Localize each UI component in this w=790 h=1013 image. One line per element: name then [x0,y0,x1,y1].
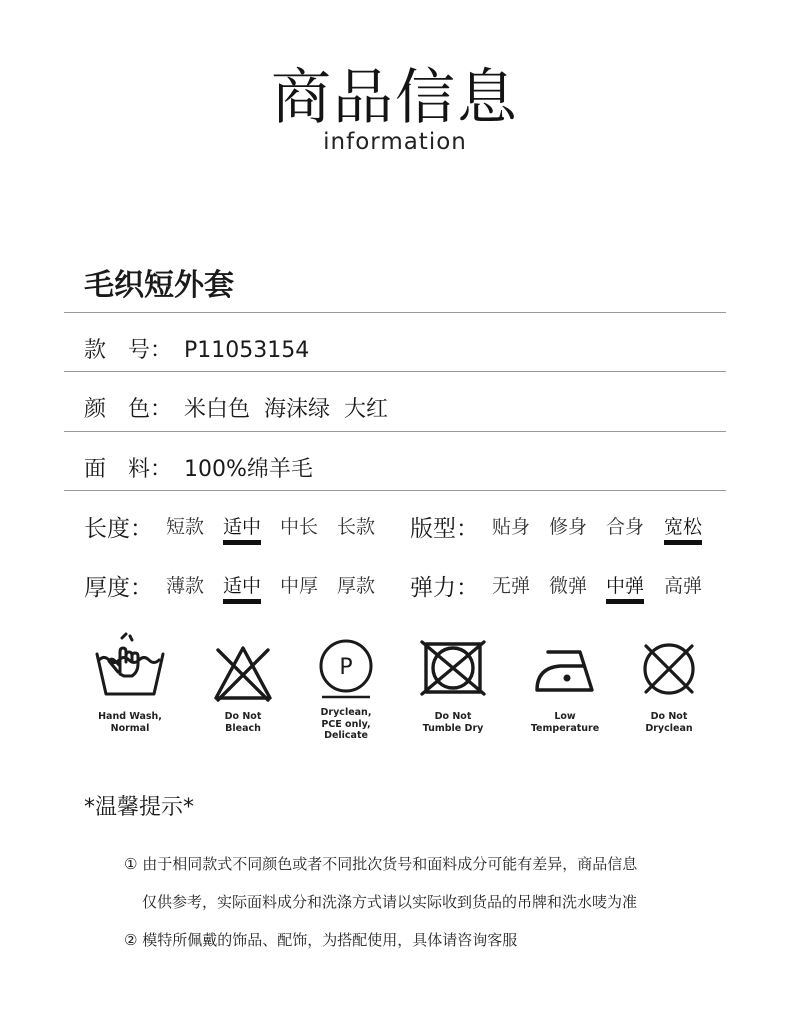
spec-label-part: 颜 [84,397,107,422]
spec-label-part: 款 [84,338,107,363]
spec-row-color [84,396,388,424]
dryclean-p-icon [316,638,376,700]
divider [64,490,726,491]
do-not-bleach-icon [212,644,274,702]
tip-line-2: 仅供参考，实际面料成分和洗涤方式请以实际收到货品的吊牌和洗水唛为准 [142,893,638,911]
page-subtitle: information [323,129,467,155]
care-label: Hand Wash, Normal [98,711,162,734]
spec-label-part: 料： [128,457,173,482]
iron-low-icon [534,646,596,694]
spec-value-style-number: P11053154 [184,338,310,363]
option-length: 中长 [280,516,319,538]
option-length: 长款 [337,516,376,538]
spec-row-style-number [84,337,309,365]
spec-row-fabric [84,456,313,484]
do-not-dryclean-icon [640,640,698,698]
tip-line-3: ② 模特所佩戴的饰品、配饰，为搭配使用，具体请咨询客服 [124,931,518,949]
option-thickness: 厚款 [337,575,376,597]
page-title: 商品信息 [271,63,519,133]
attr-label-elasticity: 弹力： [410,575,479,601]
option-fit: 修身 [549,516,588,538]
care-label: Low Temperature [530,711,600,734]
option-elasticity: 无弹 [492,575,531,597]
spec-label-part: 面 [84,457,107,482]
option-elasticity: 微弹 [549,575,588,597]
attr-label-fit: 版型： [410,516,479,542]
option-length: 短款 [166,516,205,538]
care-label: Do Not Bleach [224,711,262,734]
option-elasticity: 中弹 [606,575,645,597]
option-thickness: 薄款 [166,575,205,597]
hand-wash-icon [94,632,166,698]
tip-line-1: ① 由于相同款式不同颜色或者不同批次货号和面料成分可能有差异，商品信息 [124,855,638,873]
option-elasticity: 高弹 [664,575,703,597]
option-fit: 贴身 [492,516,531,538]
care-label: Do Not Dryclean [645,711,693,734]
spec-value-fabric: 100%绵羊毛 [184,457,313,482]
option-fit: 宽松 [664,516,703,538]
option-fit: 合身 [606,516,645,538]
tips-title: *温馨提示* [84,795,195,820]
divider [64,431,726,432]
option-thickness: 适中 [223,575,262,597]
divider [64,371,726,372]
spec-label-part: 色： [128,397,173,422]
divider [64,312,726,313]
spec-value-color: 米白色 海沫绿 大红 [184,397,388,422]
attr-label-length: 长度： [84,516,153,542]
option-thickness: 中厚 [280,575,319,597]
care-label: Dryclean, PCE only, Delicate [320,707,372,741]
spec-label-part: 号： [128,338,173,363]
svg-text:P: P [339,655,353,680]
product-name: 毛织短外套 [84,268,234,303]
do-not-tumble-dry-icon [420,640,486,696]
attr-label-thickness: 厚度： [84,575,153,601]
care-label: Do Not Tumble Dry [422,711,484,734]
option-length: 适中 [223,516,262,538]
